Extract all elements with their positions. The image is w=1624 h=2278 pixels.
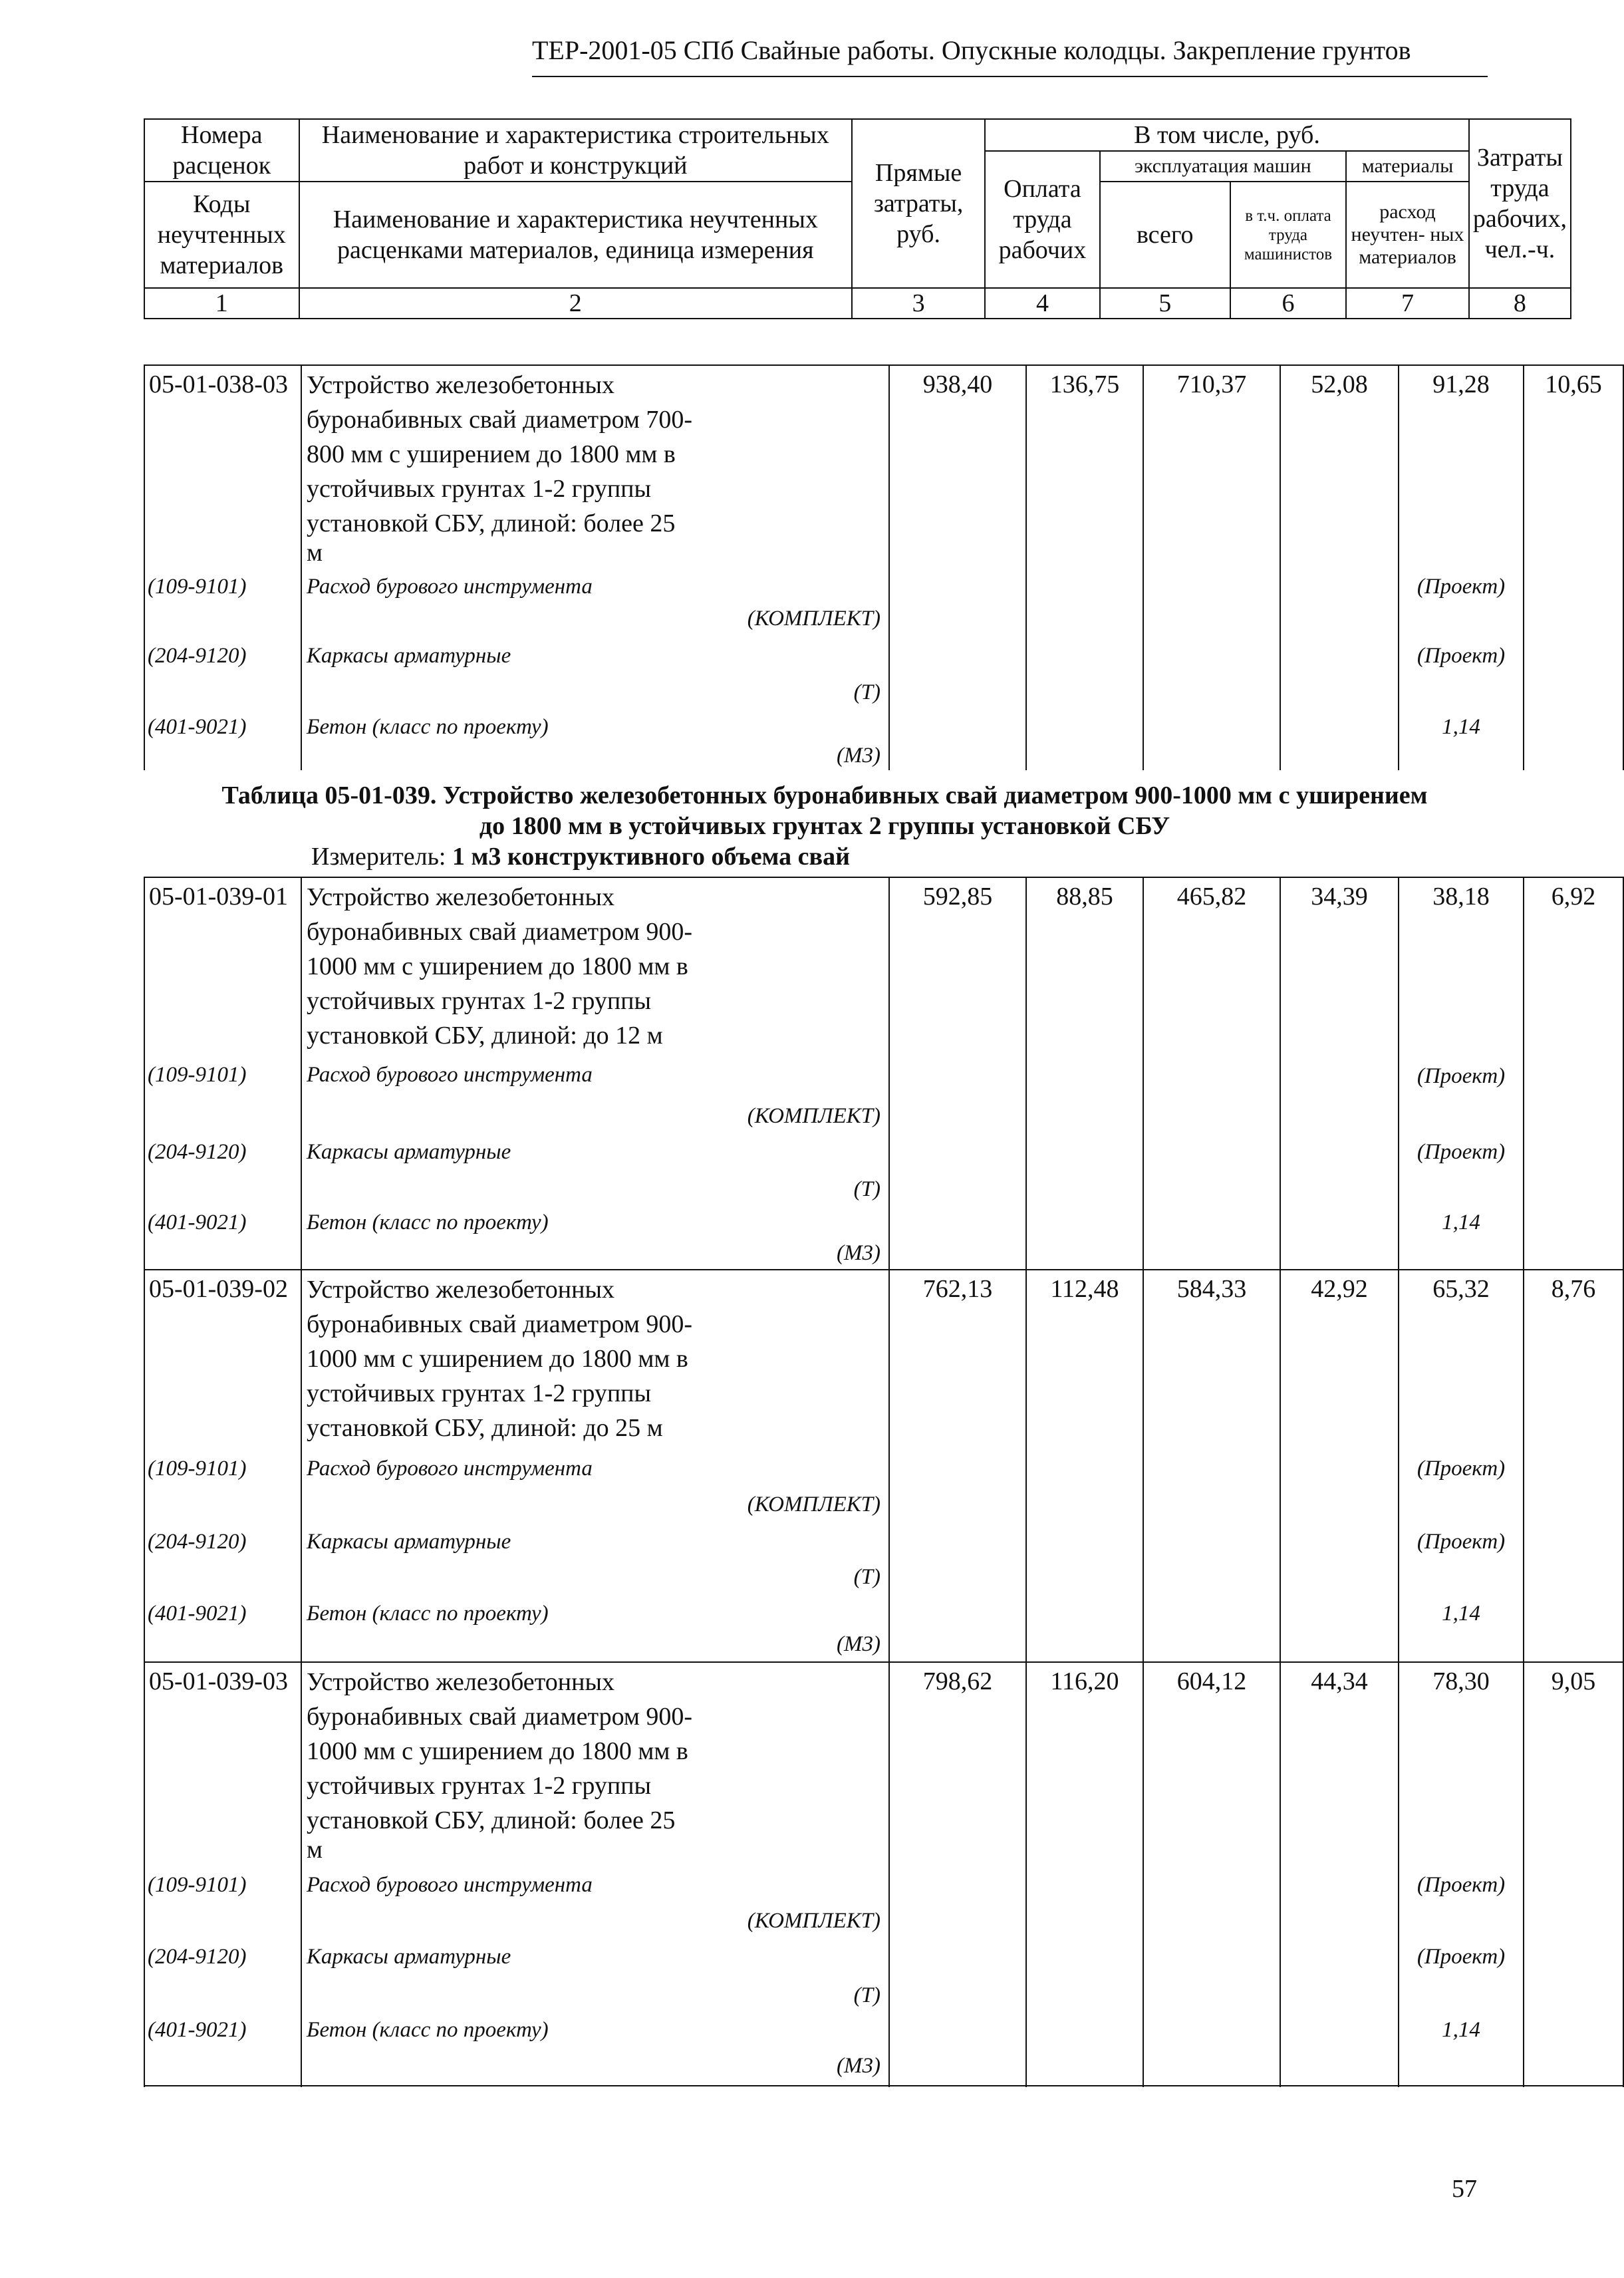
machinists-pay: 34,39	[1311, 883, 1368, 911]
machines-total: 465,82	[1176, 883, 1247, 911]
material-consumption: (Проект)	[1417, 1873, 1506, 1897]
running-head: ТЕР-2001-05 СПб Свайные работы. Опускные колодцы. Закрепление грунтов	[532, 35, 1411, 65]
header-col6: в т.ч. оплата труда машинистов	[1230, 182, 1346, 288]
column-number: 5	[1100, 288, 1230, 319]
column-number: 2	[299, 288, 852, 319]
header-col2-bottom: Наименование и характеристика неучтенных расценками материалов, единица измерения	[299, 182, 852, 288]
material-consumption: (Проект)	[1417, 575, 1506, 599]
header-col1-bottom: Коды неучтенных материалов	[144, 182, 299, 288]
header-materials: материалы	[1346, 151, 1469, 182]
meter: Измеритель: 1 м3 конструктивного объема свай	[311, 843, 850, 871]
rate-block	[144, 1269, 1624, 1661]
material-name: Каркасы арматурные	[307, 1945, 511, 1969]
labor-pay: 88,85	[1056, 883, 1113, 911]
table-title: Таблица 05-01-039. Устройство железобетонных буронабивных свай диаметром 900-1000 мм с уширением до 1800 мм в устойчивых грунтах 2 группы установкой СБУ	[221, 782, 1428, 840]
material-unit: (Т)	[853, 680, 880, 704]
machines-total: 584,33	[1176, 1275, 1247, 1303]
rate-code: 05-01-039-01	[149, 883, 288, 911]
labor-pay: 116,20	[1050, 1667, 1119, 1695]
header-col1-top: Номера расценок	[144, 119, 299, 182]
header-group: В том числе, руб.	[985, 119, 1469, 151]
column-header-table	[144, 118, 1571, 319]
rate-block	[144, 877, 1624, 1269]
material-code: (204-9120)	[148, 1945, 247, 1969]
material-unit: (М3)	[837, 1241, 880, 1265]
materials-cost: 78,30	[1432, 1667, 1490, 1695]
rate-code: 05-01-039-02	[149, 1275, 288, 1303]
column-number: 8	[1469, 288, 1571, 319]
material-unit: (КОМПЛЕКТ)	[747, 1493, 880, 1516]
column-number: 7	[1346, 288, 1469, 319]
material-code: (401-9021)	[148, 2018, 247, 2042]
material-consumption: 1,14	[1442, 1210, 1480, 1234]
page-number: 57	[1452, 2175, 1477, 2203]
material-name: Расход бурового инструмента	[307, 1063, 593, 1087]
labor-pay: 136,75	[1049, 370, 1120, 398]
header-col3: Прямые затраты, руб.	[852, 119, 985, 288]
material-unit: (Т)	[853, 1565, 880, 1589]
material-code: (109-9101)	[148, 575, 247, 599]
material-unit: (Т)	[853, 1177, 880, 1201]
labor-hours: 8,76	[1551, 1275, 1596, 1303]
rate-code: 05-01-038-03	[149, 370, 288, 398]
rate-description: Устройство железобетонных буронабивных свай диаметром 900- 1000 мм с уширением до 1800 мм в устойчивых грунтах 1-2 группы установкой СБУ, длиной: до 25 м	[307, 1276, 693, 1442]
material-code: (109-9101)	[148, 1873, 247, 1897]
material-unit: (М3)	[837, 744, 880, 768]
material-unit: (КОМПЛЕКТ)	[747, 1909, 880, 1933]
materials-cost: 91,28	[1432, 370, 1490, 398]
machines-total: 604,12	[1176, 1667, 1247, 1695]
machinists-pay: 44,34	[1311, 1667, 1368, 1695]
column-number: 1	[144, 288, 299, 319]
rate-code: 05-01-039-03	[149, 1667, 288, 1695]
labor-hours: 9,05	[1551, 1667, 1596, 1695]
material-name: Бетон (класс по проекту)	[307, 1210, 549, 1234]
materials-cost: 38,18	[1432, 883, 1490, 911]
material-name: Каркасы арматурные	[307, 1140, 511, 1164]
rate-block	[144, 364, 1624, 770]
header-col4: Оплата труда рабочих	[985, 151, 1099, 288]
column-number: 4	[985, 288, 1099, 319]
direct-cost: 798,62	[922, 1667, 993, 1695]
material-code: (109-9101)	[148, 1457, 247, 1481]
material-name: Расход бурового инструмента	[307, 575, 593, 599]
material-consumption: (Проект)	[1417, 1457, 1506, 1481]
material-unit: (М3)	[837, 1632, 880, 1656]
direct-cost: 938,40	[922, 370, 993, 398]
rate-description: Устройство железобетонных буронабивных свай диаметром 900- 1000 мм с уширением до 1800 мм в устойчивых грунтах 1-2 группы установкой СБУ, длиной: до 12 м	[307, 883, 693, 1050]
material-code: (401-9021)	[148, 1602, 247, 1626]
machines-total: 710,37	[1176, 370, 1247, 398]
material-unit: (КОМПЛЕКТ)	[747, 607, 880, 631]
material-code: (109-9101)	[148, 1063, 247, 1087]
direct-cost: 762,13	[922, 1275, 993, 1303]
material-consumption: 1,14	[1442, 1602, 1480, 1626]
material-name: Расход бурового инструмента	[307, 1873, 593, 1897]
rate-description: Устройство железобетонных буронабивных свай диаметром 700- 800 мм с уширением до 1800 мм в устойчивых грунтах 1-2 группы установкой СБУ, длиной: более 25 м	[307, 371, 693, 567]
material-code: (204-9120)	[148, 1140, 247, 1164]
header-col8: Затраты труда рабочих, чел.-ч.	[1469, 119, 1571, 288]
material-consumption: (Проект)	[1417, 1140, 1506, 1164]
material-code: (204-9120)	[148, 644, 247, 668]
material-consumption: 1,14	[1442, 2018, 1480, 2042]
material-consumption: (Проект)	[1417, 1945, 1506, 1969]
materials-cost: 65,32	[1432, 1275, 1490, 1303]
running-head-rule	[532, 76, 1488, 77]
machinists-pay: 42,92	[1311, 1275, 1368, 1303]
column-number: 6	[1230, 288, 1346, 319]
column-number: 3	[852, 288, 985, 319]
material-name: Бетон (класс по проекту)	[307, 715, 549, 739]
material-consumption: (Проект)	[1417, 644, 1506, 668]
material-name: Бетон (класс по проекту)	[307, 1602, 549, 1626]
material-name: Расход бурового инструмента	[307, 1457, 593, 1481]
header-col5: всего	[1100, 182, 1230, 288]
labor-hours: 6,92	[1551, 883, 1596, 911]
material-unit: (М3)	[837, 2054, 880, 2078]
material-unit: (КОМПЛЕКТ)	[747, 1104, 880, 1128]
material-code: (401-9021)	[148, 1210, 247, 1234]
rate-block	[144, 1661, 1624, 2087]
labor-pay: 112,48	[1050, 1275, 1119, 1303]
header-machines: эксплуатация машин	[1100, 151, 1346, 182]
material-name: Каркасы арматурные	[307, 644, 511, 668]
direct-cost: 592,85	[922, 883, 993, 911]
material-consumption: 1,14	[1442, 715, 1480, 739]
material-consumption: (Проект)	[1417, 1064, 1506, 1088]
material-unit: (Т)	[853, 1983, 880, 2007]
material-code: (204-9120)	[148, 1530, 247, 1554]
rate-description: Устройство железобетонных буронабивных свай диаметром 900- 1000 мм с уширением до 1800 мм в устойчивых грунтах 1-2 группы установкой СБУ, длиной: более 25 м	[307, 1668, 693, 1864]
machinists-pay: 52,08	[1311, 370, 1368, 398]
labor-hours: 10,65	[1545, 370, 1602, 398]
material-name: Каркасы арматурные	[307, 1530, 511, 1554]
material-name: Бетон (класс по проекту)	[307, 2018, 549, 2042]
header-col7: расход неучтен- ных материалов	[1346, 182, 1469, 288]
material-consumption: (Проект)	[1417, 1530, 1506, 1554]
material-code: (401-9021)	[148, 715, 247, 739]
header-col2-top: Наименование и характеристика строительных работ и конструкций	[299, 119, 852, 182]
